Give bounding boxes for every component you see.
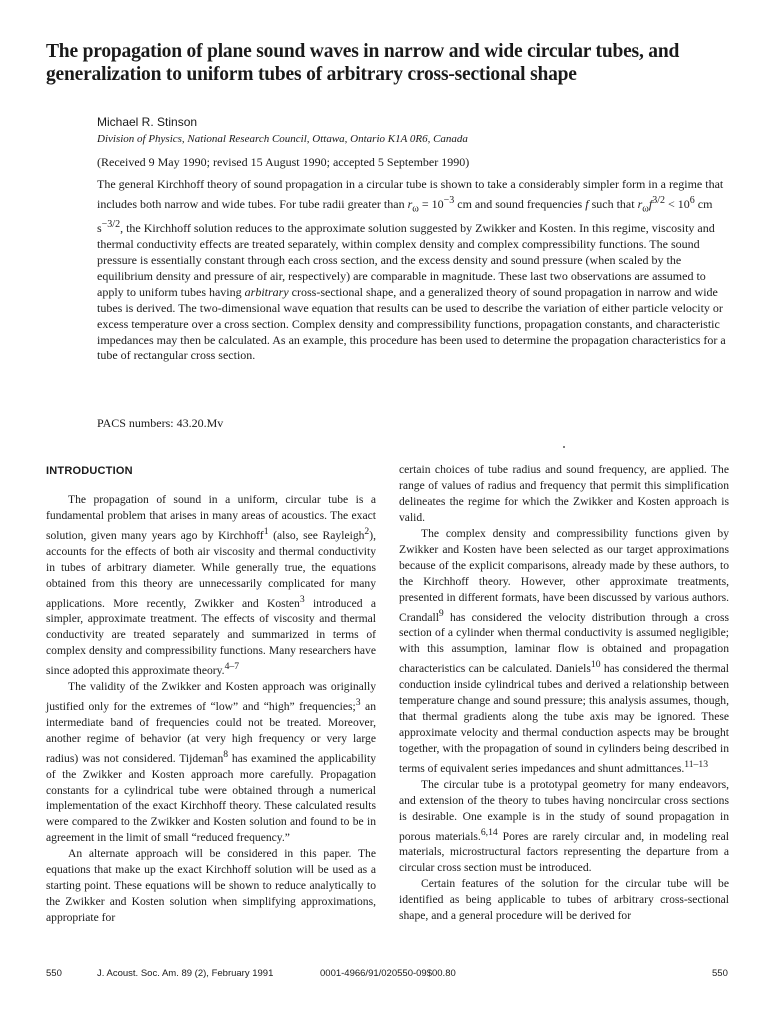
received-dates: (Received 9 May 1990; revised 15 August 1990; accepted 5 September 1990): [97, 155, 470, 169]
paragraph: The circular tube is a prototypal geometry for many endeavors, and extension of the theory to tubes having noncircular cross sections is desirable. One example is in the study of sound propagation in porous materials.$^{6,14}$ Pores are rarely circular and, in modeling real materials, microstructural factors representing the departure from a circular cross section must be introduced.: [399, 777, 729, 875]
journal-citation: J. Acoust. Soc. Am. 89 (2), February 1991: [97, 968, 274, 979]
abstract-text: The general Kirchhoff theory of sound propagation in a circular tube is shown to take a considerably simpler form in a regime that includes both narrow and wide tubes. For tube radii greater than $r_\omega = 10^{-3}$ cm and sound frequencies f such that $r_\omega f^{3/2} < 10^6$ cm $s^{-3/2}$, the Kirchhoff solution reduces to the approximate solution suggested by Zwikker and Kosten. In this regime, viscosity and thermal conductivity effects are treated separately, within complex density and complex compressibility functions. The sound pressure is essentially constant through each cross section, and the excess density and sound pressure (when scaled by the equilibrium density and pressure of air, respectively) are comparable in magnitude. These last two observations are assumed to apply to uniform tubes having arbitrary cross-sectional shape, and a generalized theory of sound propagation in narrow and wide tubes is derived. The two-dimensional wave equation that results can be used to describe the variation of either particle velocity or excess temperature over a cross section. Complex density and compressibility functions, propagation constants, and characteristic impedances may then be calculated. As an example, this procedure has been used to determine the propagation characteristics for a tube of rectangular cross section.: [97, 177, 726, 363]
copyright-code: 0001-4966/91/020550-09$00.80: [320, 968, 456, 979]
section-heading: INTRODUCTION: [46, 465, 133, 477]
paragraph: certain choices of tube radius and sound frequency, are applied. The range of values of radius and frequency that permit this simplification delineates the regime for which the Zwikker and Kosten approach is valid.: [399, 463, 729, 524]
stray-mark: [563, 446, 565, 448]
paragraph: An alternate approach will be considered in this paper. The equations that make up the exact Kirchhoff solution will be used as a starting point. These equations will be shown to reduce analytically to the Zwikker and Kosten solution when simplifying approximations, appropriate for: [46, 847, 376, 925]
page-footer: [0, 968, 768, 982]
author-affiliation: Division of Physics, National Research Council, Ottawa, Ontario K1A 0R6, Canada: [97, 133, 468, 145]
page-number-left: 550: [46, 968, 62, 979]
page-number-right: 550: [712, 968, 728, 979]
author-name: Michael R. Stinson: [97, 115, 198, 129]
paragraph: Certain features of the solution for the circular tube will be identified as being applicable to tubes of arbitrary cross-sectional shape, and a general procedure will be derived for: [399, 877, 729, 923]
paragraph: The complex density and compressibility functions given by Zwikker and Kosten have been selected as our target approximations because of the explicit comparisons, already made by these authors, to the Kirchhoff theory. However, other approximate treatments, presented in different formats, have been discussed by various authors. Crandall$^9$ has considered the velocity distribution through a cross section of a cylinder when thermal conductivity is assumed negligible; with this assumption, laminar flow is obtained and propagation characteristics can be calculated. Daniels$^{10}$ has considered the thermal conduction inside cylindrical tubes and derived a relationship between temperature change and sound pressure; this analysis assumes, though, that thermal gradients along the tube axis may be ignored. These approximate velocity and thermal conduction aspects may be brought together, with the propagation of sound in cylinders being described in terms of equivalent series impedances and shunt admittances.$^{11-13}$: [399, 526, 730, 775]
abstract: [97, 177, 729, 364]
paper-title: The propagation of plane sound waves in narrow and wide circular tubes, and generalization to uniform tubes of arbitrary cross-sectional shape: [46, 41, 680, 85]
paragraph: The validity of the Zwikker and Kosten approach was originally justified only for the extremes of “low” and “high” frequencies;$^3$ an intermediate band of frequencies could not be treated. Moreover, another regime of behavior (at very high frequency or very large radius) was not considered. Tijdeman$^8$ has examined the applicability of the Zwikker and Kosten approach more carefully. Propagation constants for a cylindrical tube were obtained through a numerical implementation of the exact Kirchhoff theory. These calculated results were compared to the Zwikker and Kosten solution and found to be in agreement in the limit of small “reduced frequency.”: [46, 680, 376, 845]
pacs-numbers: PACS numbers: 43.20.Mv: [97, 416, 224, 430]
right-column: [399, 462, 729, 924]
paragraph: The propagation of sound in a uniform, circular tube is a fundamental problem that arises in many areas of acoustics. The exact solution, given many years ago by Kirchhoff$^1$ (also, see Rayleigh$^2$), accounts for the effects of both air viscosity and thermal conductivity in tubes of arbitrary diameter. While generally true, the equations obtained from this theory are unnecessarily complicated for many applications. More recently, Zwikker and Kosten$^3$ introduced a simpler, approximate treatment. The effects of viscosity and thermal conductivity are treated separately and summarized in terms of complex density and compressibility functions. Many researchers have since adopted this approximate theory.$^{4-7}$: [46, 493, 377, 678]
left-column: [46, 492, 376, 926]
